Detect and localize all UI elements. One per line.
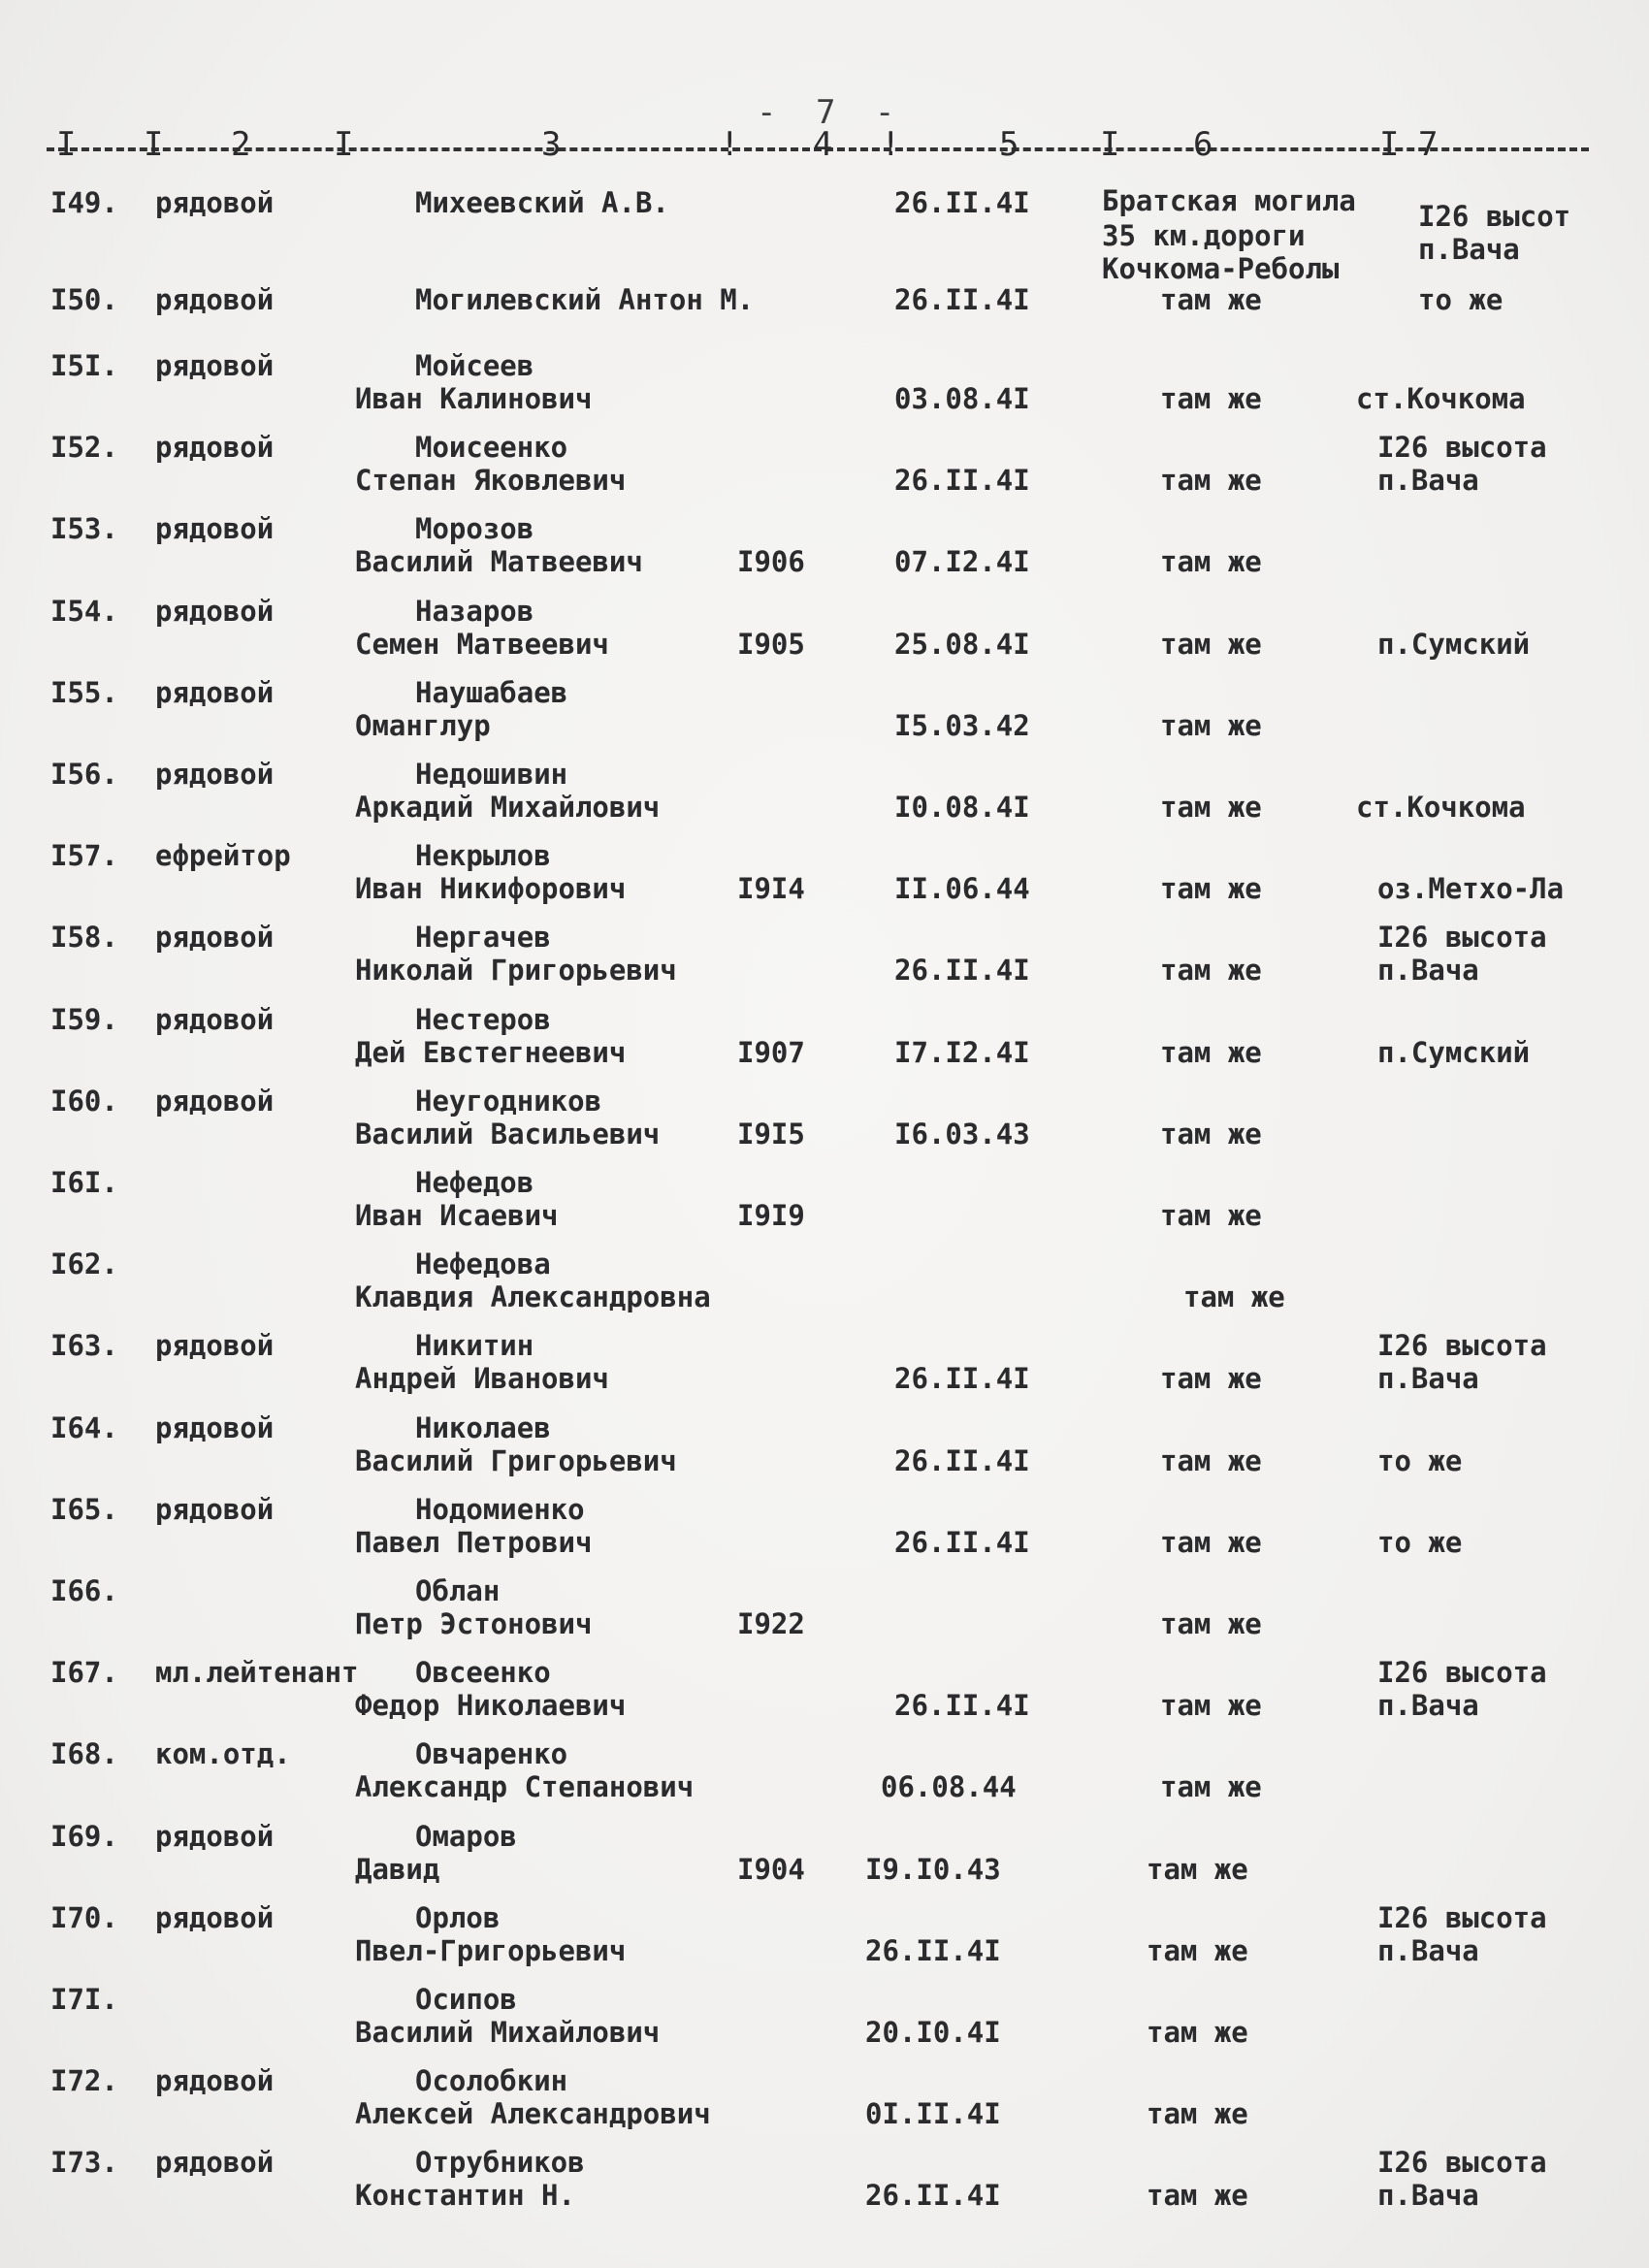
entry-burial-place: там же (1160, 1770, 1262, 1803)
column-header-marker: I (144, 125, 164, 164)
entry-surname: Нефедова (415, 1247, 551, 1280)
entry-death-location: I26 высота (1377, 1329, 1547, 1362)
entry-date: 03.08.4I (894, 382, 1030, 415)
entry-given-names: Василий Матвеевич (355, 545, 643, 578)
list-item (0, 1895, 1649, 1977)
entry-rank: рядовой (155, 431, 275, 464)
entry-date: I0.08.4I (894, 791, 1030, 824)
entry-date: 26.II.4I (894, 283, 1030, 316)
entry-given-names: Василий Михайлович (355, 2016, 661, 2049)
entry-surname: Овсеенко (415, 1656, 551, 1689)
entry-number: I57. (50, 839, 118, 872)
list-item (0, 1323, 1649, 1405)
entry-death-location: то же (1418, 283, 1504, 316)
list-item (0, 1242, 1649, 1323)
entry-surname: Мойсеев (415, 349, 534, 382)
column-header-line (47, 125, 1589, 167)
list-item (0, 997, 1649, 1079)
entry-death-location: п.Вача (1377, 1362, 1479, 1395)
entry-burial-place: там же (1147, 2179, 1248, 2212)
entry-rank: рядовой (155, 676, 275, 709)
list-item (0, 1650, 1649, 1732)
list-item (0, 670, 1649, 752)
entry-date: 07.I2.4I (894, 545, 1030, 578)
column-header-marker: 2 (231, 125, 251, 164)
entry-number: I55. (50, 676, 118, 709)
list-item (0, 1487, 1649, 1569)
entry-burial-place: там же (1160, 1362, 1262, 1395)
entry-rank: ком.отд. (155, 1737, 291, 1770)
entry-death-location: I26 высота (1377, 1901, 1547, 1934)
entry-date: 0I.II.4I (865, 2097, 1001, 2130)
entry-birth-year: I9I9 (737, 1199, 805, 1232)
entry-given-names: Василий Васильевич (355, 1118, 661, 1150)
entry-death-location: I26 высота (1377, 2146, 1547, 2179)
entry-rank: рядовой (155, 2146, 275, 2179)
entry-given-names: Дей Евстегнеевич (355, 1036, 627, 1069)
entry-rank: рядовой (155, 186, 275, 219)
entry-surname: Омаров (415, 1820, 517, 1853)
entry-date: 26.II.4I (894, 1362, 1030, 1395)
entry-given-names: Оманглур (355, 709, 491, 742)
entry-surname: Назаров (415, 595, 534, 628)
entry-date: 25.08.4I (894, 628, 1030, 661)
entry-number: I52. (50, 431, 118, 464)
entry-given-names: Степан Яковлевич (355, 464, 627, 497)
entry-rank: рядовой (155, 2064, 275, 2097)
entry-given-names: Давид (355, 1853, 440, 1886)
entry-surname: Никитин (415, 1329, 534, 1362)
entry-surname: Облан (415, 1574, 501, 1607)
entry-date: 26.II.4I (894, 1526, 1030, 1559)
column-header-marker: 4 (813, 125, 833, 164)
entry-burial-place: там же (1160, 464, 1262, 497)
entry-burial-place: там же (1183, 1280, 1285, 1313)
entry-date: 26.II.4I (894, 1689, 1030, 1722)
list-item (0, 589, 1649, 670)
entry-given-names: Алексей Александрович (355, 2097, 711, 2130)
entry-date: I9.I0.43 (865, 1853, 1001, 1886)
column-header-marker: 5 (999, 125, 1019, 164)
entry-given-names: Иван Никифорович (355, 872, 627, 905)
entry-rank: ефрейтор (155, 839, 291, 872)
list-item (0, 1406, 1649, 1487)
entry-number: I53. (50, 512, 118, 545)
entry-rank: мл.лейтенант (155, 1656, 359, 1689)
entry-death-location: п.Сумский (1377, 1036, 1531, 1069)
list-item (0, 425, 1649, 506)
entry-death-location: ст.Кочкома (1356, 791, 1526, 824)
entry-surname: Овчаренко (415, 1737, 568, 1770)
column-header-marker: 3 (541, 125, 562, 164)
entry-rank: рядовой (155, 921, 275, 954)
entry-birth-year: I907 (737, 1036, 805, 1069)
entry-number: I59. (50, 1003, 118, 1036)
entry-rank: рядовой (155, 512, 275, 545)
list-item (0, 1732, 1649, 1813)
entry-rank: рядовой (155, 1493, 275, 1526)
entry-number: I72. (50, 2064, 118, 2097)
entry-date: I7.I2.4I (894, 1036, 1030, 1069)
entry-date: II.06.44 (894, 872, 1030, 905)
entry-given-names: Федор Николаевич (355, 1689, 627, 1722)
entry-given-names: Константин Н. (355, 2179, 575, 2212)
entry-number: I50. (50, 283, 118, 316)
entry-burial-place: там же (1147, 2097, 1248, 2130)
entry-death-location: п.Вача (1418, 233, 1520, 266)
entry-surname: Неугодников (415, 1085, 602, 1118)
entry-given-names: Иван Калинович (355, 382, 593, 415)
entry-burial-place: там же (1160, 1036, 1262, 1069)
entry-death-location: п.Вача (1377, 954, 1479, 987)
entry-burial-place: там же (1160, 628, 1262, 661)
entry-number: I65. (50, 1493, 118, 1526)
entry-given-names: Павел Петрович (355, 1526, 593, 1559)
entry-surname: Николаев (415, 1411, 551, 1444)
column-header-marker: I (1379, 125, 1400, 164)
entry-rank: рядовой (155, 1085, 275, 1118)
entry-given-names: Андрей Иванович (355, 1362, 609, 1395)
entry-burial-place: там же (1160, 1607, 1262, 1640)
entry-surname: Моисеенко (415, 431, 568, 464)
list-item (0, 1814, 1649, 1895)
entry-birth-year: I904 (737, 1853, 805, 1886)
list-item (0, 1160, 1649, 1242)
entry-birth-year: I905 (737, 628, 805, 661)
list-item (0, 1569, 1649, 1650)
entry-death-location: оз.Метхо-Ла (1377, 872, 1565, 905)
list-item (0, 1079, 1649, 1160)
entry-number: I7I. (50, 1983, 118, 2016)
entry-surname: Некрылов (415, 839, 551, 872)
entry-given-names: Николай Григорьевич (355, 954, 677, 987)
entry-birth-year: I9I4 (737, 872, 805, 905)
entry-burial-place: там же (1147, 1853, 1248, 1886)
entry-death-location: то же (1377, 1444, 1463, 1477)
entry-surname: Нестеров (415, 1003, 551, 1036)
column-header-marker: 6 (1193, 125, 1213, 164)
entry-date: 26.II.4I (894, 954, 1030, 987)
entry-number: I6I. (50, 1166, 118, 1199)
entry-date: 26.II.4I (894, 186, 1030, 219)
entry-rank: рядовой (155, 758, 275, 791)
entry-surname: Нефедов (415, 1166, 534, 1199)
entry-surname: Могилевский Антон М. (415, 283, 755, 316)
entry-rank: рядовой (155, 349, 275, 382)
page-number: - 7 - (757, 93, 905, 132)
entry-given-names: Петр Эстонович (355, 1607, 593, 1640)
entry-rank: рядовой (155, 1901, 275, 1934)
entry-burial-place: там же (1160, 1526, 1262, 1559)
entry-given-names: Александр Степанович (355, 1770, 695, 1803)
entry-birth-year: I906 (737, 545, 805, 578)
list-item (0, 2058, 1649, 2140)
entry-given-names: Василий Григорьевич (355, 1444, 677, 1477)
entry-birth-year: I9I5 (737, 1118, 805, 1150)
entry-death-location: п.Вача (1377, 1689, 1479, 1722)
column-header-marker: ! (720, 125, 740, 164)
entry-number: I67. (50, 1656, 118, 1689)
entry-death-location: п.Вача (1377, 464, 1479, 497)
entry-given-names: Семен Матвеевич (355, 628, 609, 661)
entry-number: I58. (50, 921, 118, 954)
column-header-marker: I (1100, 125, 1120, 164)
entry-burial-place: там же (1160, 954, 1262, 987)
entry-given-names: Иван Исаевич (355, 1199, 559, 1232)
entry-number: I63. (50, 1329, 118, 1362)
entry-burial-place: там же (1160, 872, 1262, 905)
entry-number: I68. (50, 1737, 118, 1770)
entry-death-location: то же (1377, 1526, 1463, 1559)
entry-given-names: Клавдия Александровна (355, 1280, 711, 1313)
entry-number: I70. (50, 1901, 118, 1934)
list-item (0, 506, 1649, 588)
entry-surname: Отрубников (415, 2146, 585, 2179)
entry-date: 26.II.4I (865, 1934, 1001, 1967)
entry-death-location: п.Вача (1377, 2179, 1479, 2212)
entry-rank: рядовой (155, 1411, 275, 1444)
entry-date: 26.II.4I (894, 1444, 1030, 1477)
column-header-marker: ! (881, 125, 901, 164)
entry-rank: рядовой (155, 1329, 275, 1362)
entry-burial-place: там же (1160, 791, 1262, 824)
entry-date: 26.II.4I (865, 2179, 1001, 2212)
entry-number: I69. (50, 1820, 118, 1853)
entry-burial-place: там же (1160, 283, 1262, 316)
entry-number: I62. (50, 1247, 118, 1280)
entry-death-location: I26 высота (1377, 431, 1547, 464)
entry-number: I66. (50, 1574, 118, 1607)
entry-burial-place: там же (1160, 545, 1262, 578)
entry-burial-place: там же (1160, 1199, 1262, 1232)
entry-surname: Недошивин (415, 758, 568, 791)
list-item (0, 2140, 1649, 2221)
entry-surname: Михеевский А.В. (415, 186, 669, 219)
entry-date: 06.08.44 (881, 1770, 1017, 1803)
entry-surname: Наушабаев (415, 676, 568, 709)
entry-death-location: I26 высота (1377, 1656, 1547, 1689)
entry-surname: Осипов (415, 1983, 517, 2016)
entry-number: I64. (50, 1411, 118, 1444)
entry-number: I73. (50, 2146, 118, 2179)
entry-given-names: Аркадий Михайлович (355, 791, 661, 824)
entry-burial-place: там же (1160, 382, 1262, 415)
entry-death-location: п.Вача (1377, 1934, 1479, 1967)
list-item (0, 752, 1649, 833)
entry-burial-place: там же (1147, 2016, 1248, 2049)
entry-burial-place: там же (1160, 1689, 1262, 1722)
entry-date: I6.03.43 (894, 1118, 1030, 1150)
entry-surname: Осолобкин (415, 2064, 568, 2097)
entry-rank: рядовой (155, 1820, 275, 1853)
entry-date: 20.I0.4I (865, 2016, 1001, 2049)
entry-date: I5.03.42 (894, 709, 1030, 742)
entry-surname: Нергачев (415, 921, 551, 954)
entry-surname: Орлов (415, 1901, 501, 1934)
list-item (0, 915, 1649, 996)
entry-burial-place: там же (1160, 709, 1262, 742)
entry-death-location: ст.Кочкома (1356, 382, 1526, 415)
entry-number: I5I. (50, 349, 118, 382)
entry-rank: рядовой (155, 283, 275, 316)
list-item (0, 343, 1649, 425)
list-item (0, 833, 1649, 915)
entry-death-location: I26 высота (1377, 921, 1547, 954)
entry-number: I56. (50, 758, 118, 791)
column-header-marker: I (334, 125, 354, 164)
entry-surname: Нодомиенко (415, 1493, 585, 1526)
entry-burial-place: там же (1160, 1444, 1262, 1477)
entry-burial-place: Братская могила (1102, 184, 1356, 217)
column-header-marker: 7 (1418, 125, 1439, 164)
entry-number: I60. (50, 1085, 118, 1118)
column-header-marker: I (56, 125, 77, 164)
entry-number: I49. (50, 186, 118, 219)
entry-burial-place: там же (1147, 1934, 1248, 1967)
entry-rank: рядовой (155, 595, 275, 628)
entry-burial-place: Кочкома-Реболы (1102, 252, 1340, 285)
entry-burial-place: 35 км.дороги (1102, 219, 1306, 252)
list-item (0, 180, 1649, 285)
entry-birth-year: I922 (737, 1607, 805, 1640)
entry-burial-place: там же (1160, 1118, 1262, 1150)
entry-death-location: I26 высот (1418, 200, 1571, 233)
entry-given-names: Пвел-Григорьевич (355, 1934, 627, 1967)
entry-surname: Морозов (415, 512, 534, 545)
entry-number: I54. (50, 595, 118, 628)
entry-rank: рядовой (155, 1003, 275, 1036)
list-item (0, 1977, 1649, 2058)
entry-death-location: п.Сумский (1377, 628, 1531, 661)
entry-date: 26.II.4I (894, 464, 1030, 497)
